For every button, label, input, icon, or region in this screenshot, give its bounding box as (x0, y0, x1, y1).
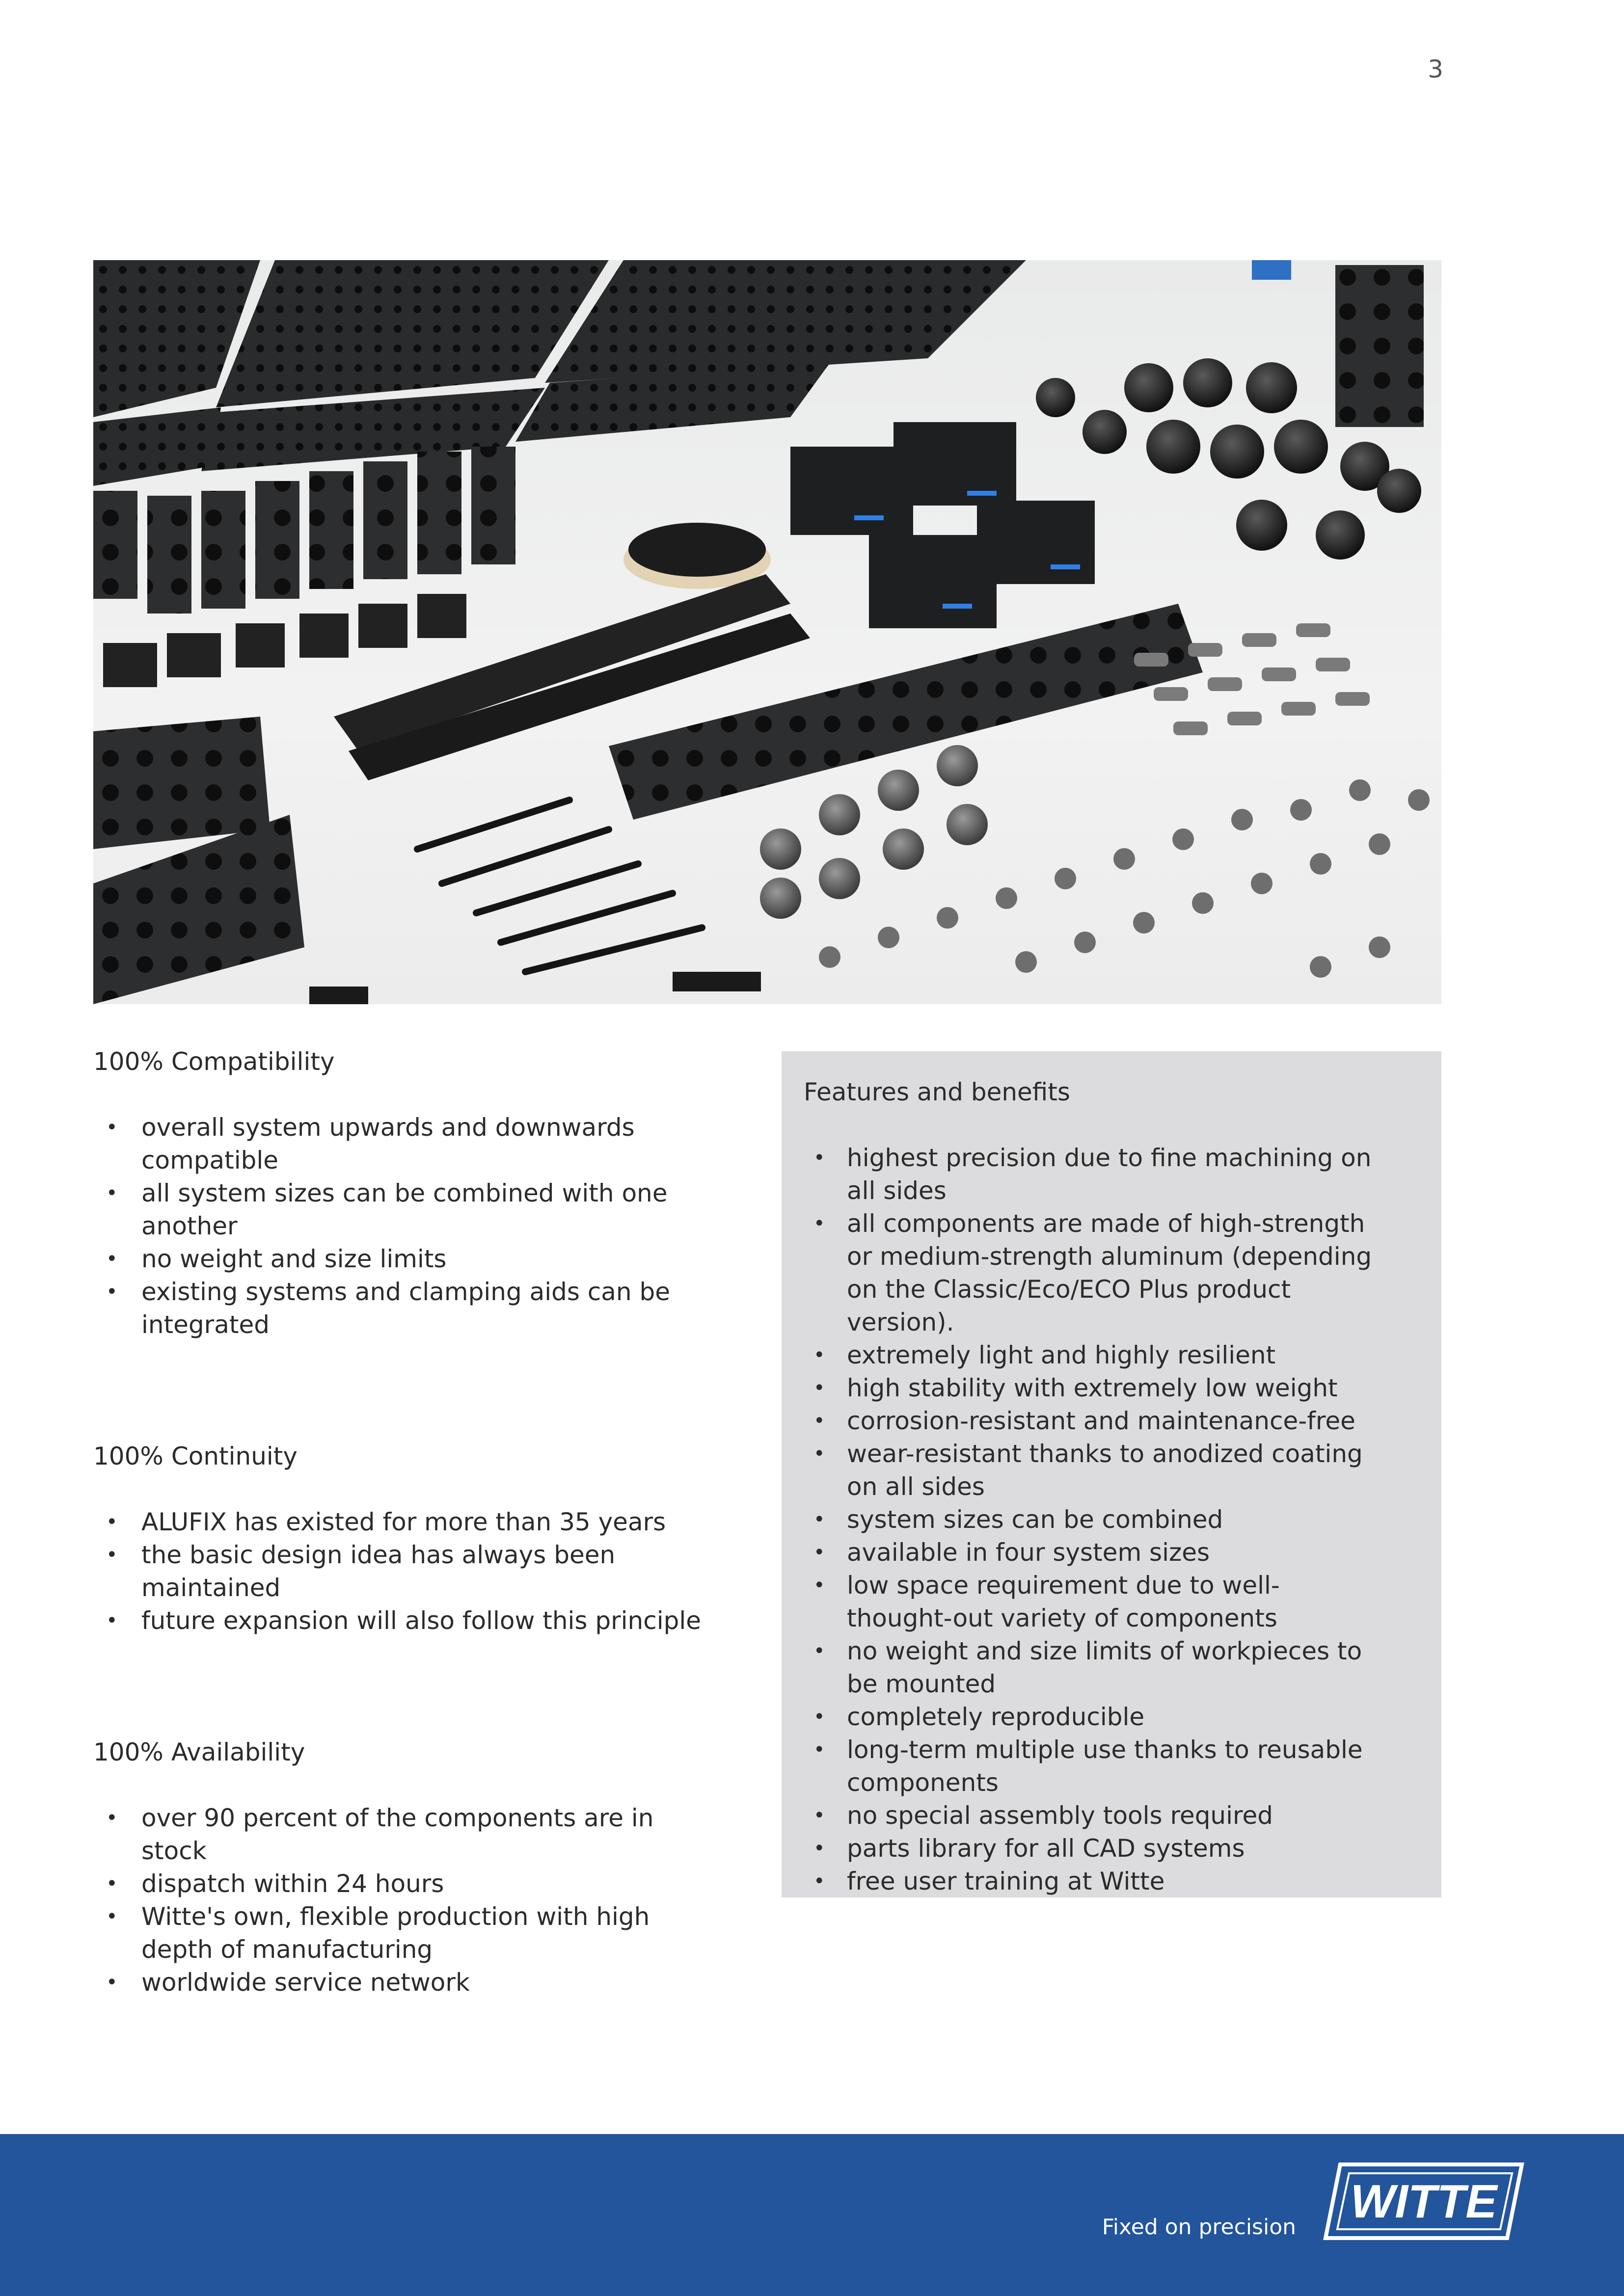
bullet-list (93, 1111, 727, 1341)
list-item: • high stability with extremely low weight (804, 1372, 1383, 1405)
left-column (93, 1045, 727, 1999)
list-item: • parts library for all CAD systems (804, 1832, 1383, 1865)
section-title: 100% Availability (93, 1738, 305, 1766)
list-item: • long-term multiple use thanks to reusable components (804, 1734, 1383, 1799)
list-item: • completely reproducible (804, 1701, 1383, 1734)
list-item: • free user training at Witte (804, 1865, 1383, 1898)
bullet-list (93, 1506, 727, 1637)
page-number: 3 (1428, 55, 1443, 83)
list-item: • overall system upwards and downwards compatible (93, 1111, 727, 1177)
list-item: • low space requirement due to well-thought-out variety of components (804, 1569, 1383, 1635)
list-item: • worldwide service network (93, 1966, 727, 1999)
list-item: • over 90 percent of the components are in stock (93, 1802, 727, 1868)
witte-logo-icon (1321, 2160, 1527, 2243)
section-title: 100% Continuity (93, 1442, 298, 1470)
list-item: • wear-resistant thanks to anodized coating on all sides (804, 1438, 1383, 1503)
list-item: • extremely light and highly resilient (804, 1339, 1383, 1372)
list-item: • corrosion-resistant and maintenance-free (804, 1405, 1383, 1438)
features-panel (782, 1051, 1441, 1897)
section-compatibility (93, 1045, 727, 1341)
bullet-list (93, 1802, 727, 1999)
list-item: • future expansion will also follow this principle (93, 1604, 727, 1637)
list-item: • highest precision due to fine machining on all sides (804, 1142, 1383, 1207)
section-title: 100% Compatibility (93, 1047, 335, 1076)
list-item: • all components are made of high-strength or medium-strength aluminum (depending on the Classic/Eco/ECO Plus product version). (804, 1207, 1383, 1339)
list-item: • available in four system sizes (804, 1536, 1383, 1569)
footer-tagline: Fixed on precision (1102, 2215, 1296, 2240)
list-item: • all system sizes can be combined with one another (93, 1177, 727, 1243)
witte-logo (1321, 2160, 1527, 2243)
clamping-system-components-photo-icon (93, 260, 1441, 1004)
list-item: • no weight and size limits (93, 1243, 727, 1276)
list-item: • no weight and size limits of workpieces to be mounted (804, 1635, 1383, 1701)
list-item: • the basic design idea has always been maintained (93, 1539, 727, 1604)
features-list (804, 1142, 1383, 1898)
list-item: • Witte's own, flexible production with high depth of manufacturing (93, 1900, 727, 1966)
section-availability (93, 1736, 727, 1999)
features-title: Features and benefits (804, 1078, 1070, 1106)
list-item: • system sizes can be combined (804, 1503, 1383, 1536)
list-item: • ALUFIX has existed for more than 35 years (93, 1506, 727, 1539)
list-item: • existing systems and clamping aids can be integrated (93, 1276, 727, 1341)
list-item: • dispatch within 24 hours (93, 1868, 727, 1900)
svg-text:WITTE: WITTE (1350, 2175, 1497, 2228)
section-continuity (93, 1440, 727, 1637)
product-photo (93, 260, 1441, 1004)
list-item: • no special assembly tools required (804, 1799, 1383, 1832)
